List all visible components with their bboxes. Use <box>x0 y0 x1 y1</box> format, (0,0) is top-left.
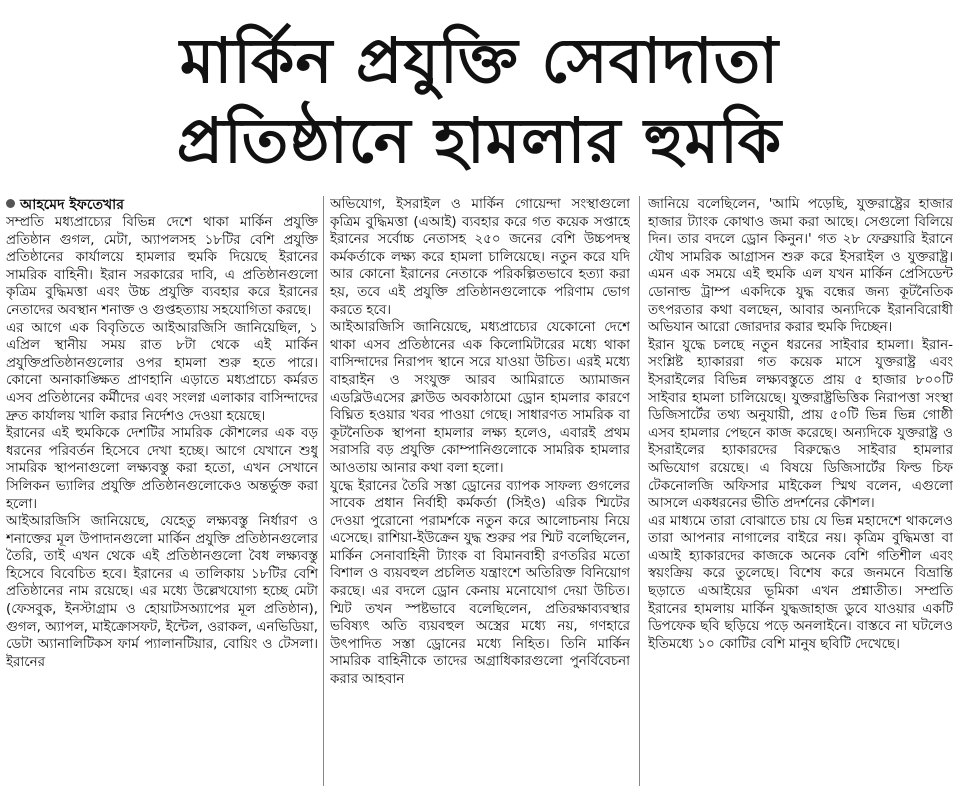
paragraph: ইরান যুদ্ধে চলছে নতুন ধরনের সাইবার হামলা। ইরান-সংশ্লিষ্ট হ্যাকাররা গত কয়েক মাসে যুক্তরাষ্ট্র এবং ইসরাইলের বিভিন্ন লক্ষ্যবস্তুতে প্রায় ৫ হাজার ৮০০টি সাইবার হামলা চালিয়েছে। যুক্তরাষ্ট্রভিত্তিক নিরাপত্তা সংস্থা ডিজিসার্টের তথ্য অনুযায়ী, প্রায় ৫০টি ভিন্ন ভিন্ন গোষ্ঠী এসব হামলার পেছনে কাজ করেছে। অন্যদিকে যুক্তরাষ্ট্র ও ইসরাইলের হ্যাকারদের বিরুদ্ধেও সাইবার হামলার অভিযোগ রয়েছে। এ বিষয়ে ডিজিসার্টের ফিল্ড চিফ টেকনোলজি অফিসার মাইকেল স্মিথ বলেন, এগুলো আসলে একধরনের ভীতি প্রদর্শনের কৌশল। <box>648 337 953 512</box>
bullet-icon <box>6 199 15 208</box>
paragraph: যুদ্ধে ইরানের তৈরি সস্তা ড্রোনের ব্যাপক সাফল্য গুগলের সাবেক প্রধান নির্বাহী কর্মকর্তা (সিইও) এরিক শ্মিটের দেওয়া পুরোনো পরামর্শকে নতুন করে আলোচনায় নিয়ে এসেছে। রাশিয়া-ইউক্রেন যুদ্ধ শুরুর পর শ্মিট বলেছিলেন, মার্কিন সেনাবাহিনী ট্যাংক বা বিমানবাহী রণতরির মতো বিশাল ও ব্যয়বহুল প্রচলিত যন্ত্রাংশে অতিরিক্ত বিনিয়োগ করছে। এর বদলে ড্রোন কেনায় মনোযোগ দেয়া উচিত। শ্মিট তখন স্পষ্টভাবে বলেছিলেন, প্রতিরক্ষাব্যবস্থার ভবিষ্যৎ অতি ব্যয়বহুল অস্ত্রের মধ্যে নয়, গণহারে উৎপাদিত সস্তা ড্রোনের মধ্যে নিহিত। তিনি মার্কিন সামরিক বাহিনীকে তাদের অগ্রাধিকারগুলো পুনর্বিবেচনা করার আহবান <box>330 478 630 688</box>
paragraph: জানিয়ে বলেছিলেন, 'আমি পড়েছি, যুক্তরাষ্ট্রের হাজার হাজার ট্যাংক কোথাও জমা করা আছে। সেগুলো বিলিয়ে দিন। তার বদলে ড্রোন কিনুন।' গত ২৮ ফেব্রুয়ারি ইরানে যৌথ সামরিক আগ্রাসন শুরু করে ইসরাইল ও যুক্তরাষ্ট্র। এমন এক সময়ে এই হুমকি এল যখন মার্কিন প্রেসিডেন্ট ডোনাল্ড ট্রাম্প একদিকে যুদ্ধ বন্ধের জন্য কূটনৈতিক তৎপরতার কথা বলছেন, আবার অন্যদিকে ইরানবিরোধী অভিযান আরো জোরদার করার হুমকি দিচ্ছেন। <box>648 197 953 336</box>
paragraph: এর আগে এক বিবৃতিতে আইআরজিসি জানিয়েছিল, ১ এপ্রিল স্থানীয় সময় রাত ৮টা থেকে এই মার্কিন প্রযুক্তিপ্রতিষ্ঠানগুলোর ওপর হামলা শুরু হতে পারে। কোনো অনাকাঙ্ক্ষিত প্রাণহানি এড়াতে মধ্যপ্রাচ্যে কর্মরত এসব প্রতিষ্ঠানের কর্মীদের এবং সংলগ্ন এলাকার বাসিন্দাদের দ্রুত কার্যালয় খালি করার নির্দেশও দেওয়া হয়েছে। <box>6 320 318 424</box>
author-name: আহমেদ ইফতেখার <box>20 197 124 213</box>
headline-line-2: প্রতিষ্ঠানে হামলার হুমকি <box>176 104 783 177</box>
paragraph: ইরানের এই হুমকিকে দেশটির সামরিক কৌশলের এক বড় ধরনের পরিবর্তন হিসেবে দেখা হচ্ছে। আগে যেখানে শুধু সামরিক স্থাপনাগুলো লক্ষ্যবস্তু করা হতো, এখন সেখানে সিলিকন ভ্যালির প্রযুক্তি প্রতিষ্ঠানগুলোকেও অন্তর্ভুক্ত করা হলো। <box>6 426 318 512</box>
column-divider <box>323 196 324 786</box>
article-column-2 <box>330 196 630 788</box>
paragraph: অভিযোগ, ইসরাইল ও মার্কিন গোয়েন্দা সংস্থাগুলো কৃত্রিম বুদ্ধিমত্তা (এআই) ব্যবহার করে গত কয়েক সপ্তাহে ইরানের সর্বোচ্চ নেতাসহ ২৫০ জনের বেশি উচ্চপদস্থ কর্মকর্তাকে লক্ষ্য করে হামলা চালিয়েছে। নতুন করে যদি আর কোনো ইরানের নেতাকে পরিকল্পিতভাবে হত্যা করা হয়, তবে এই প্রযুক্তি প্রতিষ্ঠানগুলোকে পরিণাম ভোগ করতে হবে। <box>330 197 630 318</box>
paragraph: এর মাধ্যমে তারা বোঝাতে চায় যে ভিন্ন মহাদেশে থাকলেও তারা আপনার নাগালের বাইরে নয়। কৃত্রিম বুদ্ধিমত্তা বা এআই হ্যাকারদের কাজকে অনেক বেশি গতিশীল এবং স্বয়ংক্রিয় করে তুলেছে। বিশেষ করে জনমনে বিভ্রান্তি ছড়াতে এআইয়ের ভূমিকা এখন প্রশ্নাতীত। সম্প্রতি ইরানের হামলায় মার্কিন যুদ্ধজাহাজ ডুবে যাওয়ার একটি ডিপফেক ছবি ছড়িয়ে পড়ে অনলাইনে। বাস্তবে না ঘটলেও ইতিমধ্যে ১০ কোটির বেশি মানুষ ছবিটি দেখেছে। <box>648 513 953 652</box>
paragraph: সম্প্রতি মধ্যপ্রাচ্যের বিভিন্ন দেশে থাকা মার্কিন প্রযুক্তি প্রতিষ্ঠান গুগল, মেটা, অ্যাপলসহ ১৮টির বেশি প্রযুক্তি প্রতিষ্ঠানের কার্যালয়ে হামলার হুমকি দিয়েছে ইরানের সামরিক বাহিনী। ইরান সরকারের দাবি, এ প্রতিষ্ঠানগুলো কৃত্রিম বুদ্ধিমত্তা এবং উচ্চ প্রযুক্তি ব্যবহার করে ইরানের নেতাদের অবস্থান শনাক্ত ও গুপ্তহত্যায় সহযোগিতা করছে। <box>6 215 318 318</box>
article-column-3 <box>648 196 953 788</box>
column-divider <box>639 196 640 786</box>
headline-line-1: মার্কিন প্রযুক্তি সেবাদাতা <box>179 24 780 97</box>
paragraph: আইআরজিসি জানিয়েছে, যেহেতু লক্ষ্যবস্তু নির্ধারণ ও শনাক্তের মূল উপাদানগুলো মার্কিন প্রযুক্তি প্রতিষ্ঠানগুলোর তৈরি, তাই এখন থেকে এই প্রতিষ্ঠানগুলো বৈধ লক্ষ্যবস্তু হিসেবে বিবেচিত হবে। ইরানের এ তালিকায় ১৮টির বেশি প্রতিষ্ঠানের নাম রয়েছে। এর মধ্যে উল্লেখযোগ্য হচ্ছে মেটা (ফেসবুক, ইনস্টাগ্রাম ও হোয়াটসঅ্যাপের মূল প্রতিষ্ঠান), গুগল, অ্যাপল, মাইক্রোসফট, ইন্টেল, ওরাকল, এনভিডিয়া, ডেটা অ্যানালিটিকস ফার্ম প্যালানটিয়ার, বোয়িং ও টেসলা। ইরানের <box>6 514 318 670</box>
article-column-1 <box>6 196 318 788</box>
paragraph: আইআরজিসি জানিয়েছে, মধ্যপ্রাচ্যের যেকোনো দেশে থাকা এসব প্রতিষ্ঠানের এক কিলোমিটারের মধ্যে থাকা বাসিন্দাদের নিরাপদ স্থানে সরে যাওয়া উচিত। এরই মধ্যে বাহরাইন ও সংযুক্ত আরব আমিরাতে অ্যামাজন এডব্লিউএসের ক্লাউড অবকাঠামো ড্রোন হামলার কারণে বিঘ্নিত হওয়ার খবর পাওয়া গেছে। সাধারণত সামরিক বা কূটনৈতিক স্থাপনা হামলার লক্ষ্য হলেও, এবারই প্রথম সরাসরি বড় প্রযুক্তি কোম্পানিগুলোকে সামরিক হামলার আওতায় আনার কথা বলা হলো। <box>330 320 630 476</box>
byline <box>6 196 318 214</box>
